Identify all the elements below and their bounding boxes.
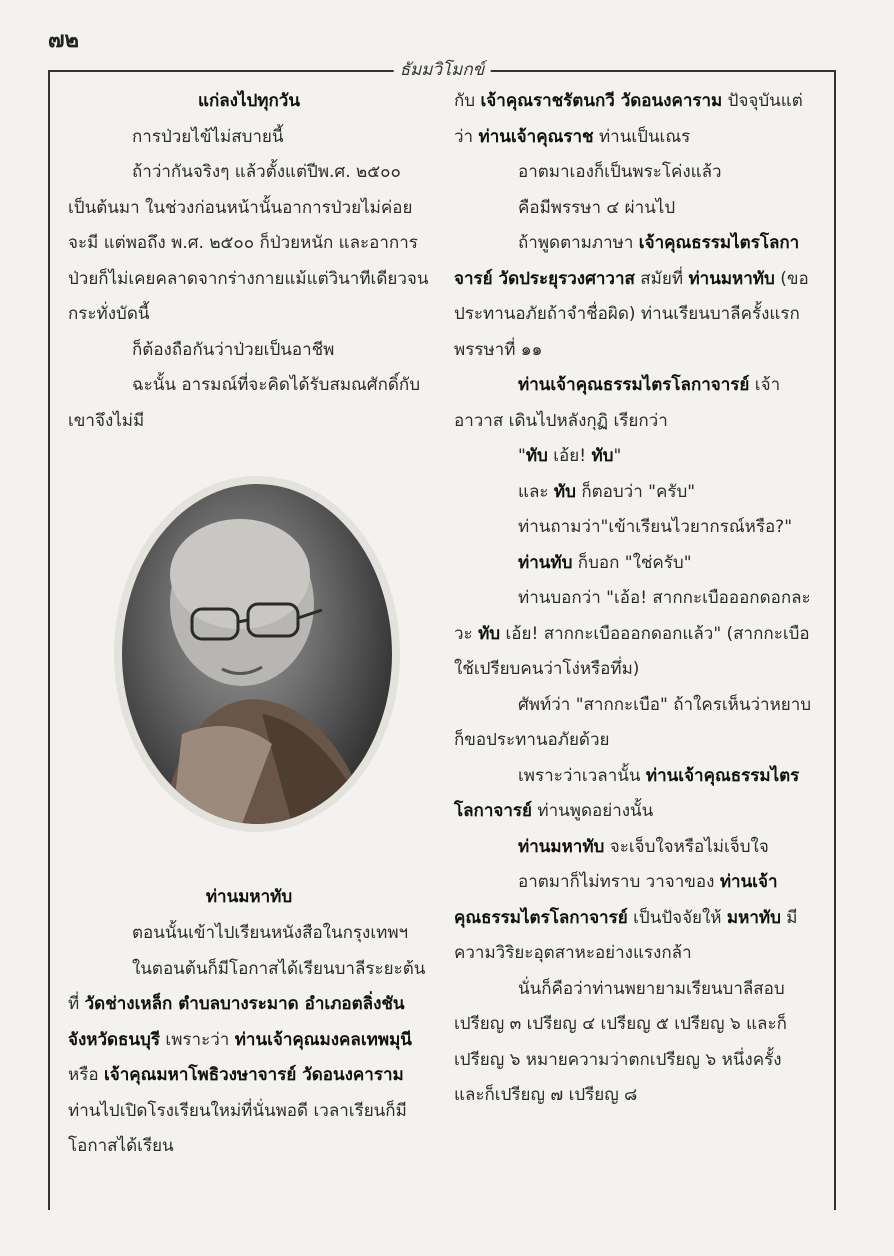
left-column-top-paragraph: แก่ลงไปทุกวัน	[198, 91, 300, 111]
left-column-top-paragraph: ฉะนั้น อารมณ์ที่จะคิดได้รับสมณศักดิ์กับเขาจึงไม่มี	[68, 375, 421, 431]
right-column-paragraph: เพราะว่าเวลานั้น ท่านเจ้าคุณธรรมไตรโลกาจารย์ ท่านพูดอย่างนั้น	[454, 765, 800, 821]
right-column-paragraph: ท่านทับ ก็บอก "ใช่ครับ"	[518, 552, 692, 573]
right-column-paragraph: ท่านถามว่า"เข้าเรียนไวยากรณ์หรือ?"	[518, 517, 793, 537]
monk-portrait-image	[122, 484, 392, 824]
right-column-paragraph: และ ทับ ก็ตอบว่า "ครับ"	[518, 481, 696, 502]
right-column	[454, 84, 814, 1114]
right-column-paragraph: ท่านมหาทับ จะเจ็บใจหรือไม่เจ็บใจ	[518, 836, 769, 857]
left-column-bottom-paragraph: ในตอนต้นก็มีโอกาสได้เรียนบาลีระยะต้นที่ วัดช่างเหล็ก ตำบลบางระมาด อำเภอตลิ่งชัน จังหวัดธนบุรี เพราะว่า ท่านเจ้าคุณมงคลเทพมุนี หรือ เจ้าคุณมหาโพธิวงษาจารย์ วัดอนงคาราม ท่านไปเปิดโรงเรียนใหม่ที่นั่นพอดี เวลาเรียนก็มีโอกาสได้เรียน	[68, 958, 426, 1156]
right-column-paragraph: ท่านเจ้าคุณธรรมไตรโลกาจารย์ เจ้าอาวาส เดินไปหลังกุฏิ เรียกว่า	[454, 375, 781, 431]
portrait-photo	[112, 474, 402, 836]
page-number: ๗๒	[48, 28, 80, 53]
right-column-paragraph: คือมีพรรษา ๔ ผ่านไป	[518, 197, 676, 218]
right-column-paragraph: ถ้าพูดตามภาษา เจ้าคุณธรรมไตรโลกาจารย์ วัดประยุรวงศาวาส สมัยที่ ท่านมหาทับ (ขอประทานอภัยถ้าจำชื่อผิด) ท่านเรียนบาลีครั้งแรกพรรษาที่ ๑๑	[454, 233, 809, 360]
right-column-paragraph: ศัพท์ว่า "สากกะเบือ" ถ้าใครเห็นว่าหยาบก็ขอประทานอภัยด้วย	[454, 694, 812, 750]
right-column-paragraph: อาตมาเองก็เป็นพระโค่งแล้ว	[518, 162, 722, 182]
left-column-top-paragraph: ก็ต้องถือกันว่าป่วยเป็นอาชีพ	[132, 339, 335, 360]
right-column-paragraph: "ทับ เอ้ย! ทับ"	[518, 446, 622, 466]
left-column-bottom-paragraph: ตอนนั้นเข้าไปเรียนหนังสือในกรุงเทพฯ	[132, 923, 409, 943]
right-column-paragraph: นั่นก็คือว่าท่านพยายามเรียนบาลีสอบเปรียญ ๓ เปรียญ ๔ เปรียญ ๕ เปรียญ ๖ และก็เปรียญ ๖ หมายความว่าตกเปรียญ ๖ หนึ่งครั้ง และก็เปรียญ ๗ เปรียญ ๘	[454, 978, 787, 1105]
portrait-drawing	[122, 484, 392, 824]
left-column-top-paragraph: การป่วยไข้ไม่สบายนี้	[132, 126, 284, 147]
left-column-bottom	[68, 916, 430, 1165]
running-title: ธัมมวิโมกข์	[394, 56, 491, 83]
section-title: ท่านมหาทับ	[205, 887, 293, 907]
right-column-paragraph: กับ เจ้าคุณราชรัตนกวี วัดอนงคาราม ปัจจุบันแต่ว่า ท่านเจ้าคุณราช ท่านเป็นเณร	[454, 91, 803, 147]
left-column-top-paragraph: ถ้าว่ากันจริงๆ แล้วตั้งแต่ปีพ.ศ. ๒๕๐๐ เป็นต้นมา ในช่วงก่อนหน้านั้นอาการป่วยไม่ค่อยจะมี แต่พอถึง พ.ศ. ๒๕๐๐ ก็ป่วยหนัก และอาการป่วยก็ไม่เคยคลาดจากร่างกายแม้แต่วินาทีเดียวจนกระทั่งบัดนี้	[68, 162, 429, 324]
right-column-paragraph: อาตมาก็ไม่ทราบ วาจาของ ท่านเจ้าคุณธรรมไตรโลกาจารย์ เป็นปัจจัยให้ มหาทับ มีความวิริยะอุตสาหะอย่างแรงกล้า	[454, 872, 798, 963]
right-column-paragraph: ท่านบอกว่า "เอ้อ! สากกะเบือออกดอกละวะ ทับ เอ้ย! สากกะเบือออกดอกแล้ว" (สากกะเบือใช้เปรียบคนว่าโง่หรือทึ่ม)	[454, 588, 811, 679]
left-column-top	[68, 84, 430, 439]
